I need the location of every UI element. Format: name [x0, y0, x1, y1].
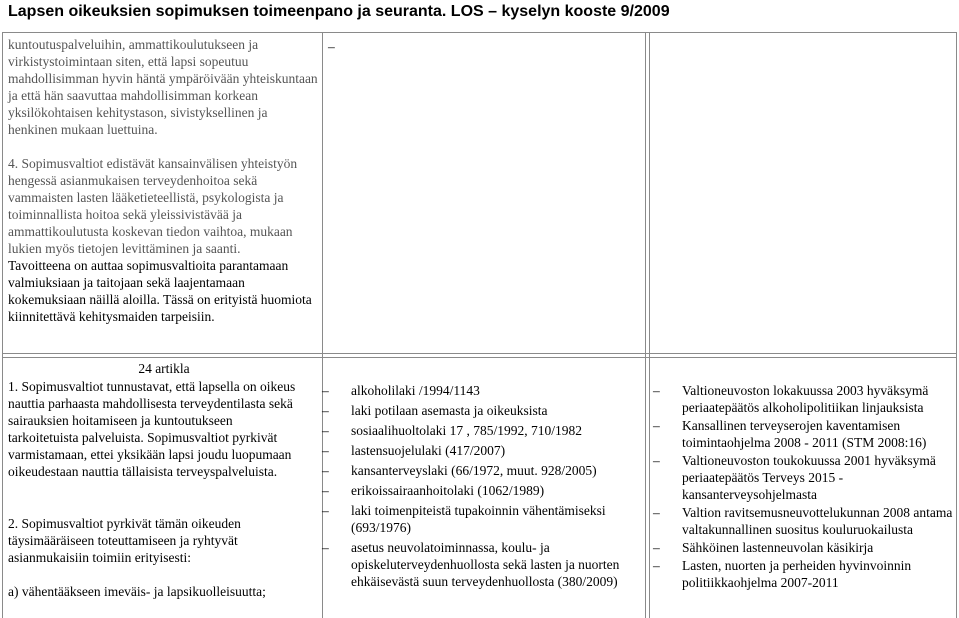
dash-bullet: –	[322, 383, 329, 398]
laws-list	[322, 382, 642, 590]
list-item	[653, 504, 953, 538]
list-item	[322, 462, 642, 479]
dash-bullet: –	[653, 558, 660, 573]
law-label: erikoissairaanhoitolaki (1062/1989)	[351, 483, 545, 498]
program-label: Sähköinen lastenneuvolan käsikirja	[682, 540, 874, 555]
law-label: laki potilaan asemasta ja oikeuksista	[351, 403, 548, 418]
list-item	[653, 417, 953, 451]
table-border-top	[2, 32, 957, 33]
law-label: sosiaalihuoltolaki 17 , 785/1992, 710/1982	[351, 423, 582, 438]
article-heading: 24 artikla	[138, 361, 190, 376]
program-label: Valtioneuvoston toukokuussa 2001 hyväksymä periaatepäätös Terveys 2015 -kansanterveysohjelmasta	[682, 453, 936, 502]
list-item	[322, 422, 642, 439]
empty-cell-dash: –	[328, 39, 335, 54]
law-label: laki toimenpiteistä tupakoinnin vähentämiseksi (693/1976)	[351, 503, 606, 535]
dash-bullet: –	[322, 463, 329, 478]
list-item	[322, 539, 642, 590]
list-item	[653, 382, 953, 416]
article-paragraph-3: a) vähentääkseen imeväis- ja lapsikuolleisuutta;	[8, 584, 266, 599]
program-label: Valtion ravitsemusneuvottelukunnan 2008 antama valtakunnallinen suositus kouluruokailusta	[682, 505, 953, 537]
article-continuation-text: kuntoutuspalveluihin, ammattikoulutukseen ja virkistystoimintaan siten, että lapsi sopeutuu mahdollisimman hyvin häntä ympäröivään yhteiskuntaan ja että hän saavuttaa mahdollisimman korkean yksilökohtaisen kehitystason, sivistyksellinen ja henkinen mukaan luettuina.	[8, 37, 318, 137]
list-item	[653, 539, 953, 556]
list-item	[322, 502, 642, 536]
article-paragraph-1: 1. Sopimusvaltiot tunnustavat, että lapsella on oikeus nauttia parhaasta mahdollisesta terveydentilasta sekä sairauksien hoitamiseen ja kuntoutukseen tarkoitetuista palveluista. Sopimusvaltiot pyrkivät varmistamaan, ettei yksikään lapsi joudu luopumaan oikeudestaan nauttia tällaisista terveyspalveluista.	[8, 379, 296, 479]
column-divider-2b	[649, 32, 650, 618]
dash-bullet: –	[322, 403, 329, 418]
law-label: alkoholilaki /1994/1143	[351, 383, 480, 398]
list-item	[322, 382, 642, 399]
dash-bullet: –	[322, 540, 329, 555]
table-border-left	[2, 32, 3, 618]
list-item	[322, 482, 642, 499]
dash-bullet: –	[653, 540, 660, 555]
list-item	[322, 442, 642, 459]
list-item	[653, 452, 953, 503]
dash-bullet: –	[653, 383, 660, 398]
article-point-4-gray: 4. Sopimusvaltiot edistävät kansainvälisen yhteistyön hengessä asianmukaisen terveydenhoitoa sekä vammaisten lasten lääketieteellistä, psykologista ja toiminnallista hoitoa sekä yleissivistävää ja ammattikoulutusta koskevan tiedon vaihtoa, mukaan lukien myös tietojen levittäminen ja saanti.	[8, 156, 298, 256]
dash-bullet: –	[322, 483, 329, 498]
list-item	[653, 557, 953, 591]
programs-list	[653, 382, 953, 591]
list-item	[322, 402, 642, 419]
law-label: asetus neuvolatoiminnassa, koulu- ja opiskeluterveydenhuollosta sekä lasten ja nuorten ehkäisevästä suun terveydenhuollosta (380/2009)	[351, 540, 620, 589]
program-label: Valtioneuvoston lokakuussa 2003 hyväksymä periaatepäätös alkoholipolitiikan linjauksista	[682, 383, 929, 415]
document-title: Lapsen oikeuksien sopimuksen toimeenpano ja seuranta. LOS – kyselyn kooste 9/2009	[8, 3, 670, 20]
dash-bullet: –	[322, 443, 329, 458]
article-paragraph-2: 2. Sopimusvaltiot pyrkivät tämän oikeuden täysimääräiseen toteuttamiseen ja ryhtyvät asianmukaisiin toimiin erityisesti:	[8, 516, 241, 565]
dash-bullet: –	[653, 505, 660, 520]
dash-bullet: –	[653, 418, 660, 433]
table-border-right	[956, 32, 957, 618]
dash-bullet: –	[322, 503, 329, 518]
row-divider-1	[2, 353, 957, 354]
program-label: Lasten, nuorten ja perheiden hyvinvoinnin politiikkaohjelma 2007-2011	[682, 558, 912, 590]
column-divider-2	[645, 32, 646, 618]
program-label: Kansallinen terveyserojen kaventamisen toimintaohjelma 2008 - 2011 (STM 2008:16)	[682, 418, 927, 450]
dash-bullet: –	[653, 453, 660, 468]
row-divider-2	[2, 357, 957, 358]
law-label: kansanterveyslaki (66/1972, muut. 928/2005)	[351, 463, 597, 478]
article-point-4-text: Tavoitteena on auttaa sopimusvaltioita parantamaan valmiuksiaan ja taitojaan sekä laajentamaan kokemuksiaan näillä aloilla. Tässä on erityistä huomiota kiinnitettävä kehitysmaiden tarpeisiin.	[8, 258, 312, 324]
dash-bullet: –	[322, 423, 329, 438]
law-label: lastensuojelulaki (417/2007)	[351, 443, 506, 458]
